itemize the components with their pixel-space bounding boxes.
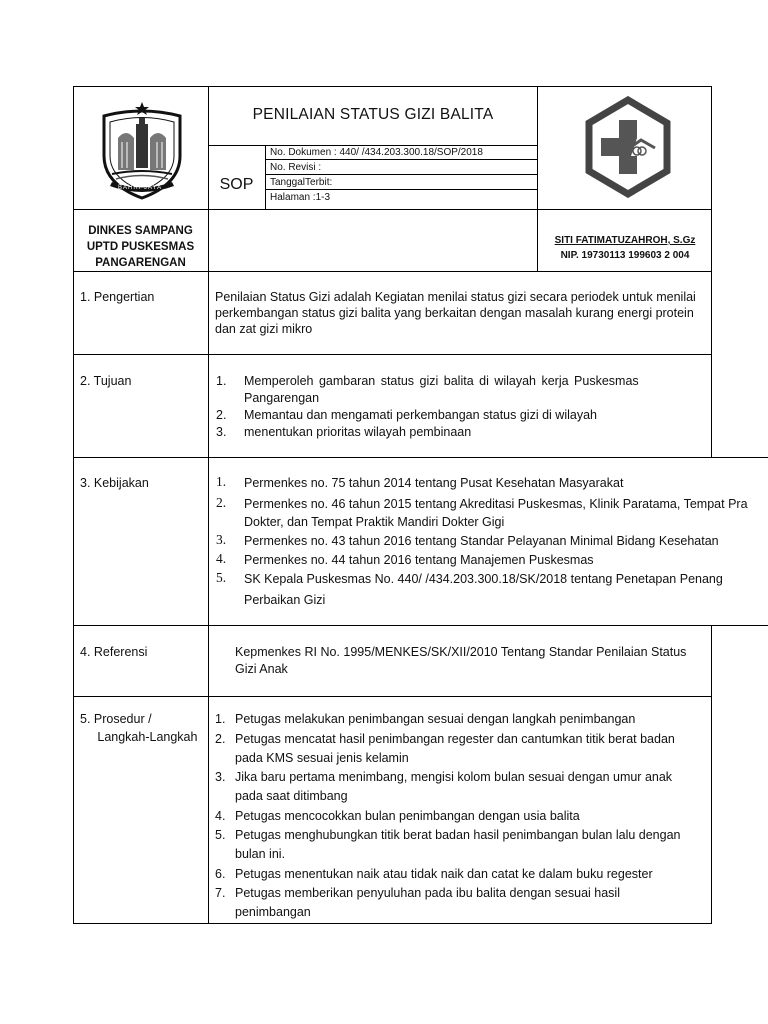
kebijakan-num-4: 4. bbox=[216, 551, 227, 566]
section-label-referensi: 4. Referensi bbox=[80, 645, 148, 659]
col-divider-1 bbox=[208, 86, 209, 924]
issue-date: TanggalTerbit: bbox=[270, 177, 333, 188]
docinfo-line-3 bbox=[265, 189, 538, 190]
prosedur-item-4-line-1: Petugas mencocokkan bulan penimbangan dengan usia balita bbox=[235, 809, 580, 823]
prosedur-item-2-line-2: pada KMS sesuai jenis kelamin bbox=[235, 751, 409, 765]
section-label-prosedur-line-1: 5. Prosedur / bbox=[80, 712, 152, 726]
revision-number: No. Revisi : bbox=[270, 162, 322, 173]
org-line-3: PANGARENGAN bbox=[95, 257, 186, 269]
kebijakan-num-1: 1. bbox=[216, 474, 227, 489]
tujuan-item-2-line-1: Memantau dan mengamati perkembangan status gizi di wilayah bbox=[244, 408, 597, 422]
tujuan-num-2: 2. bbox=[216, 408, 227, 422]
row-divider-tujuan bbox=[73, 457, 768, 458]
sop-divider bbox=[265, 145, 266, 209]
section-label-prosedur-line-2: Langkah-Langkah bbox=[80, 730, 198, 744]
doc-number: No. Dokumen : 440/ /434.203.300.18/SOP/2018 bbox=[270, 147, 483, 158]
prosedur-item-6-line-1: Petugas menentukan naik atau tidak naik dan catat ke dalam buku regester bbox=[235, 867, 653, 881]
prosedur-num-3: 3. bbox=[215, 770, 226, 784]
kebijakan-num-3: 3. bbox=[216, 532, 227, 547]
row-divider-pengertian bbox=[73, 354, 712, 355]
tujuan-num-1: 1. bbox=[216, 374, 227, 388]
kebijakan-item-2-line-2: Dokter, dan Tempat Praktik Mandiri Dokter Gigi bbox=[244, 515, 505, 529]
pengertian-line-3: dan zat gizi mikro bbox=[215, 322, 313, 336]
signer-nip: NIP. 19730113 199603 2 004 bbox=[560, 250, 690, 261]
prosedur-num-1: 1. bbox=[215, 712, 226, 726]
prosedur-item-1-line-1: Petugas melakukan penimbangan sesuai dengan langkah penimbangan bbox=[235, 712, 636, 726]
kebijakan-item-4-line-1: Permenkes no. 44 tahun 2016 tentang Manajemen Puskesmas bbox=[244, 553, 594, 567]
docinfo-line-2 bbox=[265, 174, 538, 175]
prosedur-item-7-line-1: Petugas memberikan penyuluhan pada ibu balita dengan sesuai hasil bbox=[235, 886, 620, 900]
document-title: PENILAIAN STATUS GIZI BALITA bbox=[252, 106, 494, 123]
prosedur-num-2: 2. bbox=[215, 732, 226, 746]
kebijakan-item-2-line-1: Permenkes no. 46 tahun 2015 tentang Akreditasi Puskesmas, Klinik Paratama, Tempat Pra bbox=[244, 497, 748, 511]
signer-name: SITI FATIMATUZAHROH, S.Gz bbox=[554, 235, 696, 246]
prosedur-num-5: 5. bbox=[215, 828, 226, 842]
table-border-left bbox=[73, 86, 74, 924]
prosedur-num-7: 7. bbox=[215, 886, 226, 900]
section-label-tujuan: 2. Tujuan bbox=[80, 374, 132, 388]
prosedur-item-5-line-2: bulan ini. bbox=[235, 847, 286, 861]
org-line-2: UPTD PUSKESMAS bbox=[86, 241, 195, 253]
table-border-right bbox=[711, 86, 712, 458]
referensi-line-1: Kepmenkes RI No. 1995/MENKES/SK/XII/2010 Tentang Standar Penilaian Status bbox=[235, 645, 687, 659]
kebijakan-item-5-line-2: Perbaikan Gizi bbox=[244, 593, 326, 607]
logo-ribbon-text: BAHRI JAYA bbox=[118, 185, 163, 191]
row-divider-kebijakan bbox=[73, 625, 768, 626]
puskesmas-logo bbox=[583, 96, 673, 198]
tujuan-num-3: 3. bbox=[216, 425, 227, 439]
prosedur-item-2-line-1: Petugas mencatat hasil penimbangan regester dan cantumkan titik berat badan bbox=[235, 732, 675, 746]
section-label-kebijakan: 3. Kebijakan bbox=[80, 476, 149, 490]
kebijakan-item-1-line-1: Permenkes no. 75 tahun 2014 tentang Pusat Kesehatan Masyarakat bbox=[244, 476, 624, 490]
section-label-pengertian: 1. Pengertian bbox=[80, 290, 155, 304]
row-divider-header bbox=[73, 209, 712, 210]
row-divider-org bbox=[73, 271, 712, 272]
prosedur-num-4: 4. bbox=[215, 809, 226, 823]
kebijakan-item-3-line-1: Permenkes no. 43 tahun 2016 tentang Standar Pelayanan Minimal Bidang Kesehatan bbox=[244, 534, 719, 548]
table-border-top bbox=[73, 86, 712, 87]
prosedur-num-6: 6. bbox=[215, 867, 226, 881]
tujuan-item-3-line-1: menentukan prioritas wilayah pembinaan bbox=[244, 425, 472, 439]
sop-label: SOP bbox=[219, 176, 254, 193]
row-divider-referensi bbox=[73, 696, 712, 697]
kebijakan-item-5-line-1: SK Kepala Puskesmas No. 440/ /434.203.300.18/SK/2018 tentang Penetapan Penang bbox=[244, 572, 723, 586]
kebijakan-num-5: 5. bbox=[216, 570, 227, 585]
tujuan-item-1-line-2: Pangarengan bbox=[244, 391, 320, 405]
tujuan-item-1-line-1: Memperoleh gambaran status gizi balita di wilayah kerja Puskesmas bbox=[244, 374, 639, 388]
referensi-line-2: Gizi Anak bbox=[235, 662, 288, 676]
table-border-bottom bbox=[73, 923, 712, 924]
pengertian-line-2: perkembangan status gizi balita yang berkaitan dengan masalah kurang energi protein bbox=[215, 306, 694, 320]
page-count: Halaman :1-3 bbox=[270, 192, 331, 203]
docinfo-line-1 bbox=[265, 159, 538, 160]
prosedur-item-5-line-1: Petugas menghubungkan titik berat badan hasil penimbangan bulan lalu dengan bbox=[235, 828, 681, 842]
pengertian-line-1: Penilaian Status Gizi adalah Kegiatan menilai status gizi secara periodek untuk menilai bbox=[215, 290, 696, 304]
prosedur-item-3-line-2: pada saat ditimbang bbox=[235, 789, 348, 803]
prosedur-item-7-line-2: penimbangan bbox=[235, 905, 311, 919]
prosedur-item-3-line-1: Jika baru pertama menimbang, mengisi kolom bulan sesuai dengan umur anak bbox=[235, 770, 673, 784]
table-border-right-lower bbox=[711, 626, 712, 924]
kebijakan-num-2: 2. bbox=[216, 495, 227, 510]
org-line-1: DINKES SAMPANG bbox=[88, 225, 193, 237]
